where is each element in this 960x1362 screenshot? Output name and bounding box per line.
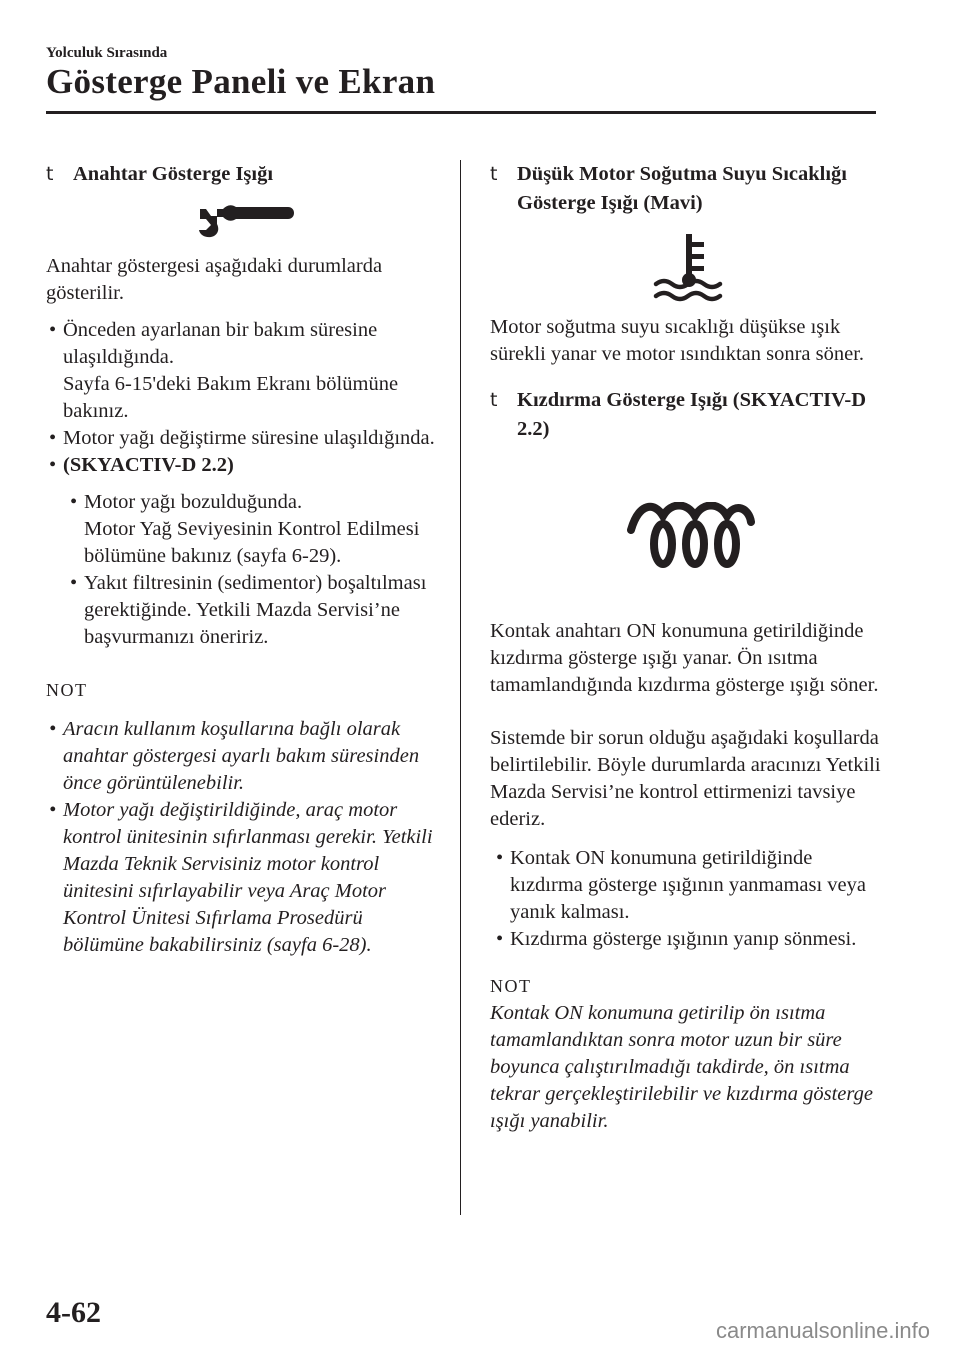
glow-heading-text: Kızdırma Gösterge Işığı (SKYACTIV-D 2.2) [517, 389, 867, 440]
wrench-heading-text: Anahtar Gösterge Işığı [73, 163, 274, 185]
note-text: Motor yağı değiştirildiğinde, araç motor kontrol ünitesinin sıfırlanması gerekir. Yetkili Mazda Teknik Servisiniz motor kontrol ünitesini sıfırlayabilir veya Araç Motor Kontrol Ünitesi Sıfırlama Prosedürü bölümüne bakabilirsiniz (sayfa 6-28). [63, 799, 433, 956]
bullet-dot: • [49, 799, 57, 821]
bullet-dot: • [49, 454, 57, 476]
list-item [490, 845, 890, 926]
glow-plug-icon [490, 502, 890, 568]
coolant-heading [490, 160, 890, 218]
bullet-dot: • [49, 718, 57, 740]
note-title: NOT [46, 680, 88, 700]
glow-text-2: Sistemde bir sorun olduğu aşağıdaki koşullarda belirtilebilir. Böyle durumlarda aracınızı Yetkili Mazda Servisi’ne kontrol ettirmenizi tavsiye ederiz. [490, 727, 881, 830]
page-number: 4-62 [46, 1296, 101, 1329]
bullet-dot: • [496, 928, 504, 950]
bullet-text: Kızdırma gösterge ışığının yanıp sönmesi. [510, 928, 857, 950]
bullet-dot: • [49, 427, 57, 449]
coolant-heading-text: Düşük Motor Soğutma Suyu Sıcaklığı Gösterge Işığı (Mavi) [517, 163, 847, 214]
page-title: Gösterge Paneli ve Ekran [46, 62, 436, 101]
bullet-text: Önceden ayarlanan bir bakım süresine ulaşıldığında. [63, 319, 378, 368]
glow-heading [490, 386, 890, 444]
heading-marker: t [490, 389, 498, 411]
bullet-text: (SKYACTIV-D 2.2) [63, 454, 234, 476]
wrench-intro: Anahtar göstergesi aşağıdaki durumlarda gösterilir. [46, 255, 383, 304]
bullet-text-continued: Sayfa 6-15'deki Bakım Ekranı bölümüne bakınız. [63, 373, 399, 422]
left-column [46, 160, 446, 959]
bullet-dot: • [49, 319, 57, 341]
title-rule [46, 111, 876, 114]
glow-text-1: Kontak anahtarı ON konumuna getirildiğinde kızdırma gösterge ışığı yanar. Ön ısıtma tamamlandığında kızdırma gösterge ışığı söner. [490, 620, 879, 696]
coolant-text: Motor soğutma suyu sıcaklığı düşükse ışık sürekli yanar ve motor ısındıktan sonra söner. [490, 316, 865, 365]
sub-list-item [46, 570, 446, 651]
right-column [490, 160, 890, 1135]
list-item [46, 425, 446, 452]
note-item [46, 797, 446, 959]
heading-marker: t [490, 163, 498, 185]
sub-list-item [46, 489, 446, 570]
bullet-dot: • [70, 572, 78, 594]
list-item [46, 317, 446, 425]
watermark: carmanualsonline.info [715, 1318, 930, 1343]
heading-marker: t [46, 163, 54, 185]
section-label: Yolculuk Sırasında [46, 45, 168, 61]
wrench-icon [46, 201, 446, 241]
sub-bullet-text: Motor yağı bozulduğunda. [84, 491, 303, 513]
list-item [46, 452, 446, 479]
column-divider [460, 160, 461, 1215]
note-text: Kontak ON konumuna getirilip ön ısıtma tamamlandıktan sonra motor uzun bir süre boyunca çalıştırılmadığı takdirde, ön ısıtma tekrar gerçekleştirilebilir ve kızdırma gösterge ışığı yanabilir. [490, 1002, 873, 1132]
bullet-text: Kontak ON konumuna getirildiğinde kızdırma gösterge ışığının yanmaması veya yanık kalması. [510, 847, 867, 923]
note-item [46, 716, 446, 797]
sub-bullet-text-continued: Motor Yağ Seviyesinin Kontrol Edilmesi bölümüne bakınız (sayfa 6-29). [84, 518, 420, 567]
note-title: NOT [490, 976, 532, 996]
coolant-temperature-icon [490, 232, 890, 304]
note-text: Aracın kullanım koşullarına bağlı olarak anahtar göstergesi ayarlı bakım süresinden önce görüntülenebilir. [63, 718, 420, 794]
bullet-dot: • [496, 847, 504, 869]
bullet-dot: • [70, 491, 78, 513]
bullet-text: Motor yağı değiştirme süresine ulaşıldığında. [63, 427, 435, 449]
sub-bullet-text: Yakıt filtresinin (sedimentor) boşaltılması gerektiğinde. Yetkili Mazda Servisi’ne başvurmanızı öneririz. [84, 572, 427, 648]
wrench-heading [46, 160, 446, 189]
list-item [490, 926, 890, 953]
